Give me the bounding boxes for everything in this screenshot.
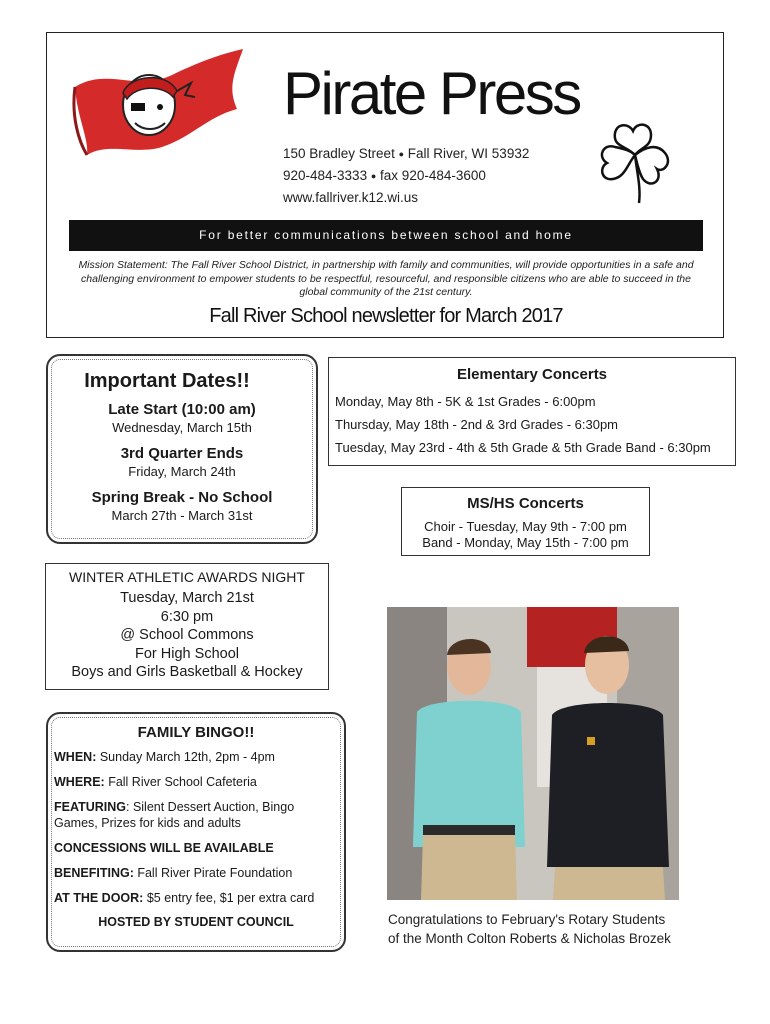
bullet-icon: ● [370, 170, 377, 181]
newsletter-issue-title: Fall River School newsletter for March 2017 [209, 305, 563, 327]
date-detail: March 27th - March 31st [111, 508, 253, 523]
bullet-icon: ● [398, 148, 405, 159]
website-link[interactable]: www.fallriver.k12.wi.us [283, 189, 419, 205]
contact-info [283, 143, 529, 208]
bingo-label: AT THE DOOR: [54, 891, 144, 905]
phone-number: 920-484-3333 [283, 167, 368, 183]
concert-line: Tuesday, May 23rd - 4th & 5th Grade & 5th Grade Band - 6:30pm [335, 440, 711, 455]
students-photo-illustration [387, 607, 679, 900]
date-detail: Friday, March 24th [128, 464, 236, 479]
bingo-label: CONCESSIONS WILL BE AVAILABLE [54, 841, 274, 855]
mission-statement: Mission Statement: The Fall River School District, in partnership with family and communities, will provide opportunities in a safe and challenging environment to empower students to be respectful, resourceful, and responsible citizens who are able to succeed in the global community of the 21st century. [78, 259, 694, 298]
tagline-banner: For better communications between school and home [69, 220, 703, 251]
concert-line: Thursday, May 18th - 2nd & 3rd Grades - 6:30pm [335, 417, 619, 432]
photo-caption [388, 910, 671, 948]
bingo-text: $5 entry fee, $1 per extra card [146, 891, 315, 905]
elementary-concerts-box [328, 357, 736, 466]
awards-line: Tuesday, March 21st [120, 590, 254, 606]
pirate-flag-logo [67, 47, 247, 162]
concert-line: Band - Monday, May 15th - 7:00 pm [422, 535, 629, 550]
street-address: 150 Bradley Street [283, 146, 395, 161]
caption-line: Congratulations to February's Rotary Students [388, 912, 666, 927]
elementary-concerts-title: Elementary Concerts [456, 366, 608, 383]
bingo-detail-row [54, 774, 338, 790]
mshs-concerts-box [401, 487, 650, 556]
bingo-detail-row [54, 799, 338, 831]
bingo-text: Sunday March 12th, 2pm - 4pm [99, 750, 275, 764]
four-leaf-clover-icon [595, 117, 675, 205]
city-address: Fall River, WI 53932 [407, 146, 530, 161]
bingo-text: : Silent Dessert Auction, Bingo Games, Prizes for kids and adults [54, 800, 295, 830]
date-heading: Late Start (10:00 am) [108, 401, 256, 418]
awards-line: Boys and Girls Basketball & Hockey [71, 664, 303, 680]
caption-line: of the Month Colton Roberts & Nicholas Brozek [388, 931, 671, 946]
bingo-label: BENEFITING: [54, 866, 134, 880]
bingo-hosted-by: HOSTED BY STUDENT COUNCIL [98, 915, 294, 929]
date-heading: Spring Break - No School [91, 489, 273, 506]
date-heading: 3rd Quarter Ends [120, 445, 244, 462]
bingo-label: FEATURING [54, 800, 126, 814]
bingo-label: WHEN: [54, 750, 97, 764]
date-detail: Wednesday, March 15th [112, 420, 252, 435]
winter-awards-box [45, 563, 329, 690]
bingo-text: Fall River School Cafeteria [108, 775, 257, 789]
winter-awards-title: WINTER ATHLETIC AWARDS NIGHT [69, 569, 305, 585]
students-photo [387, 607, 679, 900]
important-dates-title: Important Dates!! [84, 370, 250, 392]
family-bingo-box [46, 712, 346, 952]
bingo-detail-row [54, 840, 338, 856]
masthead [46, 32, 724, 338]
awards-line: @ School Commons [120, 627, 254, 643]
newsletter-title: Pirate Press [283, 60, 580, 127]
awards-line: For High School [135, 645, 239, 662]
bingo-detail-row [54, 890, 338, 906]
bingo-text: Fall River Pirate Foundation [137, 866, 293, 880]
mshs-concerts-title: MS/HS Concerts [467, 495, 584, 512]
bingo-detail-row [54, 749, 338, 765]
bingo-detail-row [54, 865, 338, 881]
important-dates-box [46, 354, 318, 544]
concert-line: Choir - Tuesday, May 9th - 7:00 pm [424, 519, 627, 534]
fax-number: fax 920-484-3600 [380, 167, 486, 183]
concert-line: Monday, May 8th - 5K & 1st Grades - 6:00pm [335, 394, 596, 409]
bingo-label: WHERE: [54, 775, 105, 789]
awards-line: 6:30 pm [160, 608, 214, 625]
family-bingo-title: FAMILY BINGO!! [137, 724, 255, 741]
